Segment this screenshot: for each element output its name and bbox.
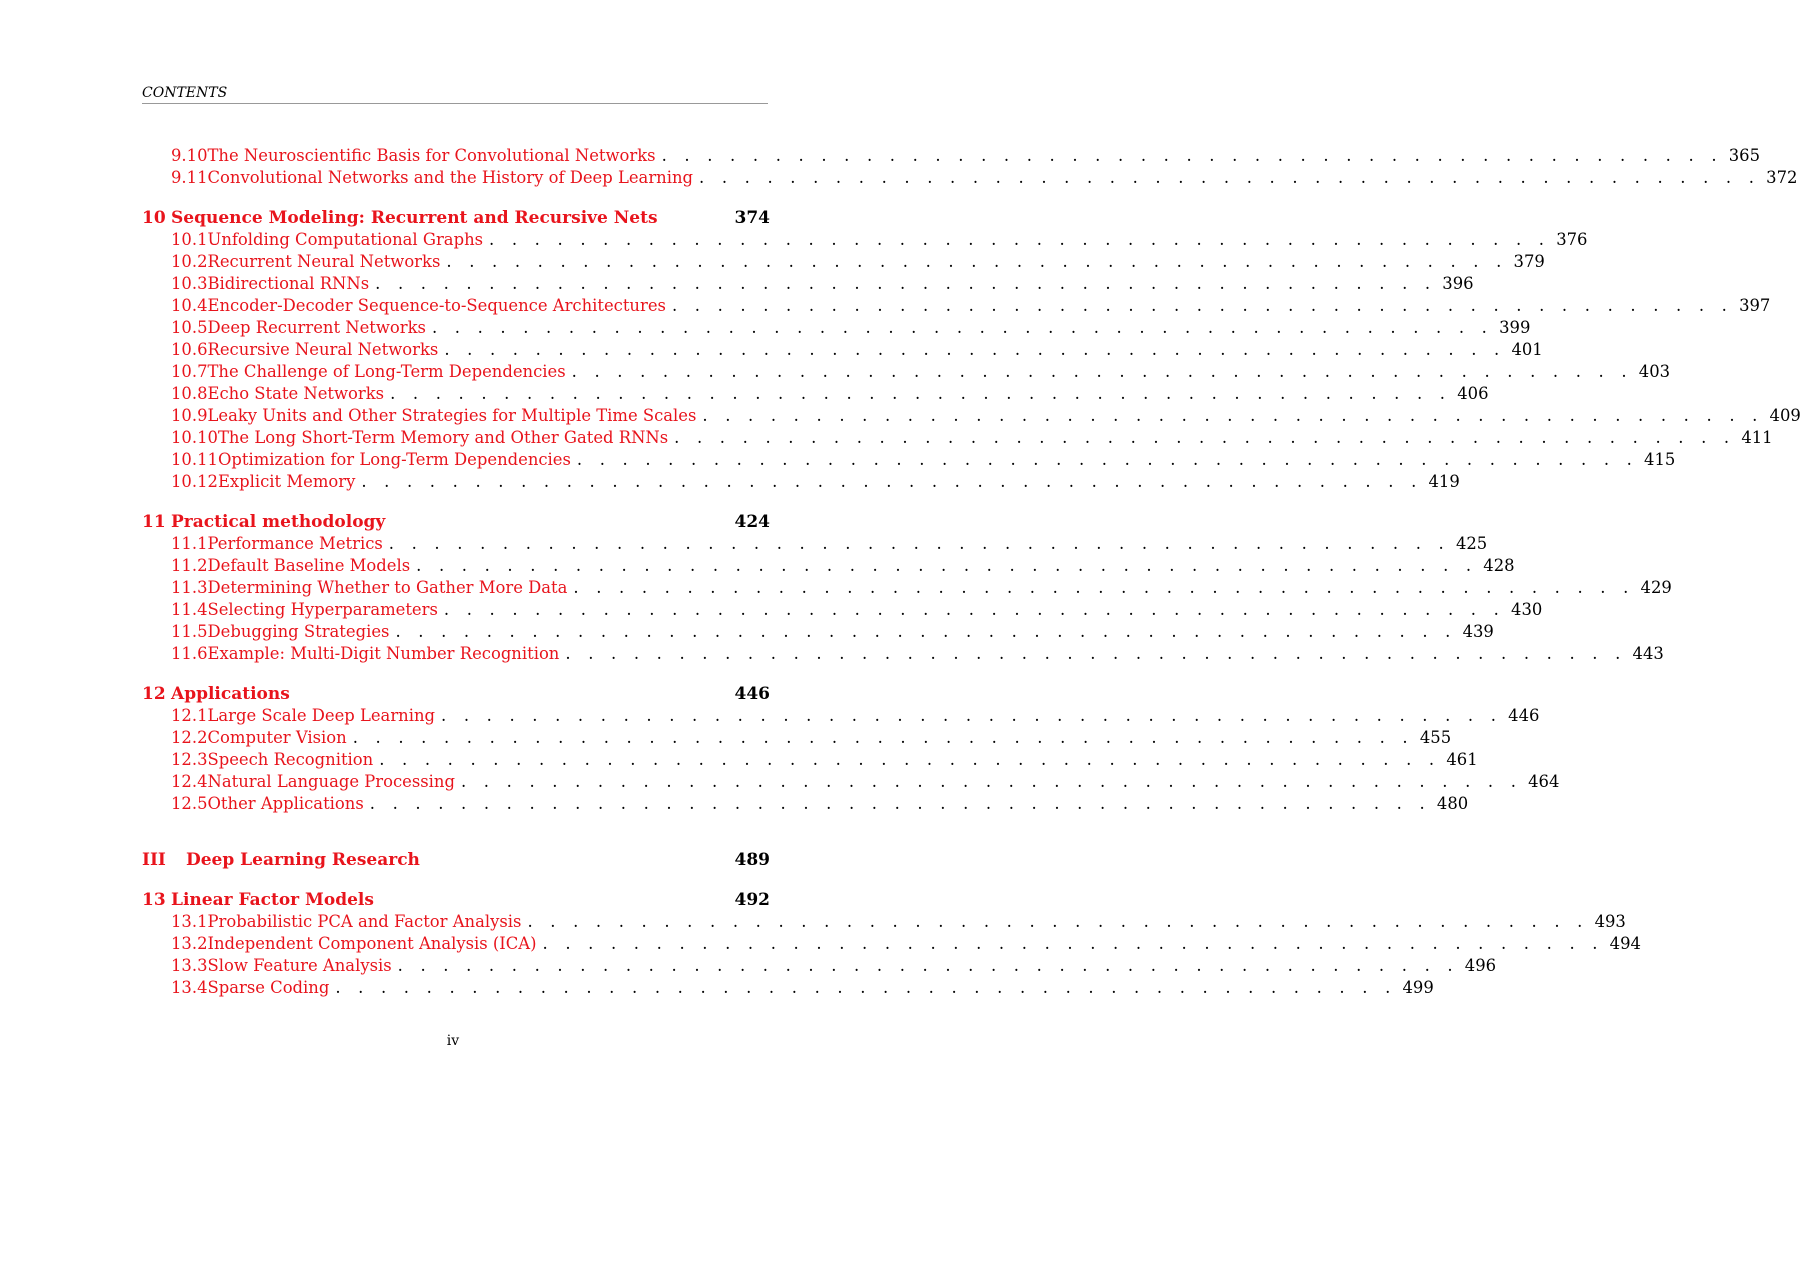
dot-leader: . . . . . . . . . . . . . . . . . . . . . . . . . . . . . . . . . . . . . . . . . . . . . . . <box>527 912 1589 931</box>
section-number: 12.3 <box>171 750 208 769</box>
dot-leader: . . . . . . . . . . . . . . . . . . . . . . . . . . . . . . . . . . . . . . . . . . . . . . . <box>416 556 1478 575</box>
toc-section[interactable] <box>142 556 1515 578</box>
page-number: 464 <box>1528 772 1560 791</box>
section-number: 13.4 <box>171 978 208 997</box>
page-number: 425 <box>1455 534 1488 553</box>
page-number: 493 <box>1594 912 1626 931</box>
dot-leader: . . . . . . . . . . . . . . . . . . . . . . . . . . . . . . . . . . . . . . . . . . . . . . . <box>671 296 1734 315</box>
toc-section[interactable] <box>142 600 1543 622</box>
page-number: 489 <box>734 850 770 870</box>
dot-leader: . . . . . . . . . . . . . . . . . . . . . . . . . . . . . . . . . . . . . . . . . . . . . . . <box>390 384 1452 403</box>
dot-leader: . . . . . . . . . . . . . . . . . . . . . . . . . . . . . . . . . . . . . . . . . . . . . . . <box>699 168 1761 187</box>
section-number: 10.1 <box>171 230 208 249</box>
part-title: Deep Learning Research <box>186 850 420 870</box>
section-title: Echo State Networks <box>207 384 385 403</box>
section-title: The Neuroscientific Basis for Convolutional Networks <box>207 146 656 165</box>
table-of-contents <box>142 146 1801 1018</box>
dot-leader: . . . . . . . . . . . . . . . . . . . . . . . . . . . . . . . . . . . . . . . . . . . . . . . <box>431 318 1494 337</box>
chapter-number: 10 <box>142 208 166 228</box>
section-number: 10.5 <box>171 318 208 337</box>
section-title: Slow Feature Analysis <box>207 956 392 975</box>
toc-section[interactable] <box>142 274 1474 296</box>
dot-leader: . . . . . . . . . . . . . . . . . . . . . . . . . . . . . . . . . . . . . . . . . . . . . . . <box>702 406 1764 425</box>
section-number: 11.4 <box>171 600 208 619</box>
section-title: Bidirectional RNNs <box>207 274 370 293</box>
toc-chapter-10 <box>142 208 1801 494</box>
dot-leader: . . . . . . . . . . . . . . . . . . . . . . . . . . . . . . . . . . . . . . . . . . . . . . . <box>397 956 1459 975</box>
page-number: 430 <box>1511 600 1543 619</box>
dot-leader: . . . . . . . . . . . . . . . . . . . . . . . . . . . . . . . . . . . . . . . . . . . . . . . <box>576 450 1639 469</box>
page-number: 446 <box>1508 706 1540 725</box>
page-number: 496 <box>1464 956 1497 975</box>
section-title: Sparse Coding <box>207 978 330 997</box>
page-number: 374 <box>734 208 770 228</box>
section-number: 10.4 <box>171 296 208 315</box>
toc-section[interactable] <box>142 794 1469 816</box>
dot-leader: . . . . . . . . . . . . . . . . . . . . . . . . . . . . . . . . . . . . . . . . . . . . . . . <box>441 706 1503 725</box>
section-title: Example: Multi-Digit Number Recognition <box>207 644 560 663</box>
section-number: 12.5 <box>171 794 208 813</box>
dot-leader: . . . . . . . . . . . . . . . . . . . . . . . . . . . . . . . . . . . . . . . . . . . . . . . <box>460 772 1523 791</box>
toc-section[interactable] <box>142 406 1801 428</box>
section-title: Optimization for Long-Term Dependencies <box>217 450 571 469</box>
page-number: 439 <box>1462 622 1494 641</box>
page-number: 397 <box>1739 296 1771 315</box>
toc-section[interactable] <box>142 622 1494 644</box>
page-number: 409 <box>1769 406 1801 425</box>
section-title: Encoder-Decoder Sequence-to-Sequence Architectures <box>207 296 666 315</box>
page-number: 461 <box>1446 750 1478 769</box>
chapter-title: Applications <box>171 684 290 704</box>
toc-section[interactable] <box>142 168 1798 190</box>
toc-section[interactable] <box>142 296 1771 318</box>
page-number: 415 <box>1644 450 1676 469</box>
page-number: 499 <box>1402 978 1434 997</box>
toc-chapter-heading[interactable] <box>142 684 770 706</box>
dot-leader: . . . . . . . . . . . . . . . . . . . . . . . . . . . . . . . . . . . . . . . . . . . . . . . <box>375 274 1437 293</box>
section-number: 9.11 <box>171 168 208 187</box>
page-number: 376 <box>1556 230 1588 249</box>
page-footer-number: iv <box>446 1033 460 1049</box>
section-number: 12.4 <box>171 772 208 791</box>
toc-section[interactable] <box>142 578 1672 600</box>
toc-section[interactable] <box>142 706 1540 728</box>
section-number: 10.9 <box>171 406 208 425</box>
page-number: 428 <box>1483 556 1515 575</box>
toc-section[interactable] <box>142 230 1588 252</box>
section-number: 12.2 <box>171 728 208 747</box>
dot-leader: . . . . . . . . . . . . . . . . . . . . . . . . . . . . . . . . . . . . . . . . . . . . . . . <box>489 230 1551 249</box>
chapter-title: Linear Factor Models <box>171 890 374 910</box>
part-number: III <box>142 850 166 870</box>
section-number: 10.11 <box>171 450 218 469</box>
toc-section[interactable] <box>142 318 1531 340</box>
toc-section[interactable] <box>142 934 1641 956</box>
toc-chapter-heading[interactable] <box>142 512 770 534</box>
toc-chapter-13 <box>142 890 1641 1000</box>
dot-leader: . . . . . . . . . . . . . . . . . . . . . . . . . . . . . . . . . . . . . . . . . . . . . . . <box>446 252 1508 271</box>
section-number: 11.5 <box>171 622 208 641</box>
dot-leader: . . . . . . . . . . . . . . . . . . . . . . . . . . . . . . . . . . . . . . . . . . . . . . . <box>443 600 1506 619</box>
toc-section[interactable] <box>142 428 1773 450</box>
dot-leader: . . . . . . . . . . . . . . . . . . . . . . . . . . . . . . . . . . . . . . . . . . . . . . . <box>352 728 1414 747</box>
dot-leader: . . . . . . . . . . . . . . . . . . . . . . . . . . . . . . . . . . . . . . . . . . . . . . . <box>573 578 1635 597</box>
section-number: 13.1 <box>171 912 208 931</box>
chapter-number: 12 <box>142 684 166 704</box>
page-number: 443 <box>1632 644 1664 663</box>
section-title: Default Baseline Models <box>207 556 411 575</box>
section-title: Explicit Memory <box>217 472 356 491</box>
toc-part-heading[interactable] <box>142 850 770 874</box>
toc-ch9-tail <box>142 146 1798 190</box>
toc-section[interactable] <box>142 978 1434 1000</box>
section-title: Recurrent Neural Networks <box>207 252 441 271</box>
dot-leader: . . . . . . . . . . . . . . . . . . . . . . . . . . . . . . . . . . . . . . . . . . . . . . . <box>565 644 1627 663</box>
toc-section[interactable] <box>142 750 1478 772</box>
page-number: 396 <box>1442 274 1474 293</box>
toc-chapter-12 <box>142 684 1560 816</box>
section-title: Deep Recurrent Networks <box>207 318 426 337</box>
page-number: 365 <box>1728 146 1761 165</box>
toc-section[interactable] <box>142 956 1497 978</box>
page-number: 424 <box>734 512 770 532</box>
section-title: Probabilistic PCA and Factor Analysis <box>207 912 522 931</box>
page-number: 419 <box>1428 472 1460 491</box>
page-number: 480 <box>1436 794 1469 813</box>
toc-part-3 <box>142 850 1641 1000</box>
page-number: 455 <box>1419 728 1452 747</box>
toc-chapter-11 <box>142 512 1672 666</box>
page-number: 429 <box>1640 578 1672 597</box>
dot-leader: . . . . . . . . . . . . . . . . . . . . . . . . . . . . . . . . . . . . . . . . . . . . . . . <box>379 750 1441 769</box>
section-number: 10.12 <box>171 472 218 491</box>
section-title: Recursive Neural Networks <box>207 340 439 359</box>
page-number: 399 <box>1499 318 1531 337</box>
chapter-number: 13 <box>142 890 166 910</box>
section-title: Independent Component Analysis (ICA) <box>207 934 537 953</box>
dot-leader: . . . . . . . . . . . . . . . . . . . . . . . . . . . . . . . . . . . . . . . . . . . . . . . <box>395 622 1457 641</box>
toc-section[interactable] <box>142 728 1452 750</box>
toc-section[interactable] <box>142 252 1545 274</box>
page-number: 406 <box>1457 384 1489 403</box>
section-title: Convolutional Networks and the History of Deep Learning <box>207 168 694 187</box>
section-title: Leaky Units and Other Strategies for Multiple Time Scales <box>207 406 697 425</box>
section-number: 12.1 <box>171 706 208 725</box>
toc-section[interactable] <box>142 146 1761 168</box>
toc-section[interactable] <box>142 472 1460 494</box>
toc-chapter-heading[interactable] <box>142 890 770 912</box>
page-number: 403 <box>1638 362 1671 381</box>
toc-section[interactable] <box>142 772 1560 794</box>
dot-leader: . . . . . . . . . . . . . . . . . . . . . . . . . . . . . . . . . . . . . . . . . . . . . . . <box>542 934 1604 953</box>
section-title: Determining Whether to Gather More Data <box>207 578 568 597</box>
section-number: 10.2 <box>171 252 208 271</box>
toc-section[interactable] <box>142 340 1543 362</box>
section-number: 13.3 <box>171 956 208 975</box>
page-number: 401 <box>1511 340 1543 359</box>
page-number: 446 <box>734 684 770 704</box>
section-number: 11.3 <box>171 578 208 597</box>
section-title: Other Applications <box>207 794 364 813</box>
section-number: 10.3 <box>171 274 208 293</box>
dot-leader: . . . . . . . . . . . . . . . . . . . . . . . . . . . . . . . . . . . . . . . . . . . . . . . <box>369 794 1431 813</box>
toc-section[interactable] <box>142 534 1488 556</box>
dot-leader: . . . . . . . . . . . . . . . . . . . . . . . . . . . . . . . . . . . . . . . . . . . . . . . <box>661 146 1723 165</box>
toc-chapter-heading[interactable] <box>142 208 770 230</box>
page-number: 411 <box>1741 428 1773 447</box>
dot-leader: . . . . . . . . . . . . . . . . . . . . . . . . . . . . . . . . . . . . . . . . . . . . . . . <box>444 340 1506 359</box>
section-number: 10.6 <box>171 340 208 359</box>
section-number: 10.7 <box>171 362 208 381</box>
section-title: The Long Short-Term Memory and Other Gated RNNs <box>217 428 669 447</box>
section-title: Selecting Hyperparameters <box>207 600 438 619</box>
toc-section[interactable] <box>142 912 1626 934</box>
toc-section[interactable] <box>142 450 1676 472</box>
section-title: Large Scale Deep Learning <box>207 706 436 725</box>
section-title: Performance Metrics <box>207 534 383 553</box>
chapter-title: Sequence Modeling: Recurrent and Recursive Nets <box>171 208 658 228</box>
chapter-number: 11 <box>142 512 166 532</box>
page-number: 372 <box>1766 168 1798 187</box>
section-title: Debugging Strategies <box>207 622 390 641</box>
section-number: 10.10 <box>171 428 218 447</box>
running-header: CONTENTS <box>142 84 768 104</box>
section-number: 11.1 <box>171 534 208 553</box>
toc-section[interactable] <box>142 644 1664 666</box>
dot-leader: . . . . . . . . . . . . . . . . . . . . . . . . . . . . . . . . . . . . . . . . . . . . . . . <box>674 428 1736 447</box>
dot-leader: . . . . . . . . . . . . . . . . . . . . . . . . . . . . . . . . . . . . . . . . . . . . . . . <box>571 362 1633 381</box>
section-number: 13.2 <box>171 934 208 953</box>
section-title: The Challenge of Long-Term Dependencies <box>207 362 566 381</box>
page-number: 379 <box>1513 252 1545 271</box>
dot-leader: . . . . . . . . . . . . . . . . . . . . . . . . . . . . . . . . . . . . . . . . . . . . . . . <box>361 472 1423 491</box>
toc-section[interactable] <box>142 384 1489 406</box>
section-title: Unfolding Computational Graphs <box>207 230 484 249</box>
section-number: 9.10 <box>171 146 208 165</box>
section-title: Natural Language Processing <box>207 772 455 791</box>
toc-section[interactable] <box>142 362 1671 384</box>
section-number: 11.2 <box>171 556 208 575</box>
chapter-title: Practical methodology <box>171 512 386 532</box>
page-number: 494 <box>1609 934 1641 953</box>
section-number: 11.6 <box>171 644 208 663</box>
section-title: Speech Recognition <box>207 750 374 769</box>
dot-leader: . . . . . . . . . . . . . . . . . . . . . . . . . . . . . . . . . . . . . . . . . . . . . . . <box>388 534 1450 553</box>
section-title: Computer Vision <box>207 728 347 747</box>
page-number: 492 <box>734 890 770 910</box>
dot-leader: . . . . . . . . . . . . . . . . . . . . . . . . . . . . . . . . . . . . . . . . . . . . . . . <box>335 978 1397 997</box>
section-number: 10.8 <box>171 384 208 403</box>
